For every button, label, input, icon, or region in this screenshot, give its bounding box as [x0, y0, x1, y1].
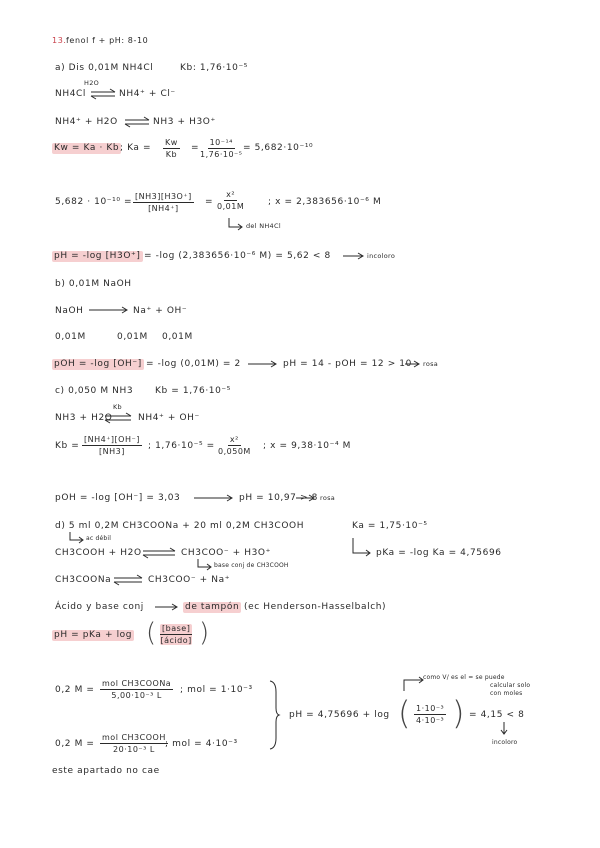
part-b-conclusion: rosa	[423, 360, 439, 368]
part-d-pka: pKa = -log Ka = 4,75696	[376, 548, 502, 558]
part-a-eq1-condition: H2O	[84, 79, 100, 87]
part-d-note-volume-1: como V/ es el = se puede	[423, 674, 505, 681]
part-b-conc-oh: 0,01M	[162, 332, 193, 342]
part-d-hh-fraction	[160, 624, 192, 645]
arrow-right-icon	[155, 603, 179, 611]
fraction-numerator: [NH4⁺][OH⁻]	[84, 435, 140, 444]
fraction-numerator: mol CH3COONa	[102, 679, 172, 688]
part-c-eq-right: NH4⁺ + OH⁻	[138, 413, 200, 423]
part-a-eq2-right: NH3 + H3O⁺	[153, 117, 216, 127]
problem-topic: fenol f + pH: 8-10	[66, 36, 149, 45]
part-a-calc-fraction-1	[133, 192, 194, 213]
problem-number: 13.	[52, 36, 67, 45]
part-a-ka-fraction-2	[200, 138, 242, 159]
brace-right-icon	[268, 680, 280, 750]
part-d-buffer-pre: Ácido y base conj	[55, 602, 144, 612]
fraction-numerator: Kw	[165, 138, 178, 147]
equilibrium-arrow-icon	[114, 575, 144, 585]
fraction-denominator: 0,01M	[217, 202, 245, 211]
part-d-hh-lhs: pH = pKa + log	[54, 630, 133, 640]
equals-sign: =	[205, 197, 214, 207]
part-d-ka: Ka = 1,75·10⁻⁵	[352, 521, 428, 531]
fraction-numerator: x²	[229, 435, 239, 444]
fraction-denominator: [NH3]	[99, 447, 125, 456]
paren-right-icon: )	[452, 694, 466, 732]
part-d-m2-lhs: 0,2 M =	[55, 739, 95, 749]
part-a-ka-prefix: ; Ka =	[120, 143, 152, 153]
fraction-denominator: 0,050M	[218, 447, 251, 456]
part-d-final-rhs: = 4,15 < 8	[469, 710, 525, 720]
part-a-kb: Kb: 1,76·10⁻⁵	[180, 63, 249, 73]
part-a-ka-fraction-1	[163, 138, 180, 159]
part-b-poh-formula: pOH = -log [OH⁻]	[54, 359, 142, 369]
arrow-right-icon	[405, 360, 421, 368]
part-d-eq2-right: CH3COO⁻ + Na⁺	[148, 575, 231, 585]
fraction-numerator: 10⁻¹⁴	[209, 138, 233, 147]
paren-left-icon: (	[146, 618, 157, 648]
part-c-eq-left: NH3 + H2O	[55, 413, 113, 423]
part-c-kb: Kb = 1,76·10⁻⁵	[155, 386, 231, 396]
part-a-calc-note: del NH4Cl	[246, 222, 281, 230]
part-c-conclusion: rosa	[320, 494, 336, 502]
part-b-poh-calc: = -log (0,01M) = 2	[146, 359, 241, 369]
part-c-ph: pH = 10,97 > 8	[239, 493, 318, 503]
part-b-eq-right: Na⁺ + OH⁻	[133, 306, 188, 316]
part-a-kw-relation: Kw = Ka · Kb	[54, 143, 120, 153]
hook-arrow-icon	[69, 532, 85, 543]
part-d-m1-rhs: ; mol = 1·10⁻³	[180, 685, 253, 695]
part-c-poh: pOH = -log [OH⁻] = 3,03	[55, 493, 181, 503]
part-a-ka-result: = 5,682·10⁻¹⁰	[243, 143, 314, 153]
equilibrium-arrow-icon	[125, 117, 151, 127]
arrow-right-icon	[194, 494, 234, 502]
part-c-fraction-2	[218, 435, 251, 456]
arrow-right-icon	[343, 252, 365, 260]
fraction-numerator: 1·10⁻³	[416, 704, 445, 713]
part-d-m2-rhs: ; mol = 4·10⁻³	[165, 739, 238, 749]
part-b-eq-left: NaOH	[55, 306, 84, 316]
part-a-calc-fraction-2	[217, 190, 244, 211]
part-c-result: ; x = 9,38·10⁻⁴ M	[263, 441, 352, 451]
part-c-label: c) 0,050 M NH3	[55, 386, 134, 396]
part-c-fraction-1	[82, 435, 142, 456]
part-b-label: b) 0,01M NaOH	[55, 279, 132, 289]
part-a-calc-result: ; x = 2,383656·10⁻⁶ M	[268, 197, 382, 207]
fraction-denominator: Kb	[165, 150, 178, 159]
part-a-ph-conclusion: incoloro	[367, 252, 396, 260]
hook-arrow-icon	[352, 538, 372, 556]
equilibrium-arrow-icon	[91, 89, 117, 99]
part-d-eq2-left: CH3COONa	[55, 575, 112, 585]
fraction-numerator: [NH3][H3O⁺]	[135, 192, 192, 201]
part-a-ph-formula: pH = -log [H3O⁺]	[54, 251, 141, 261]
part-d-m1-lhs: 0,2 M =	[55, 685, 95, 695]
fraction-denominator: 5,00·10⁻³ L	[111, 691, 162, 700]
part-d-note-base: base conj de CH3COOH	[214, 562, 289, 569]
part-d-final-lhs: pH = 4,75696 + log	[289, 710, 390, 720]
fraction-denominator: 1,76·10⁻⁵	[200, 150, 243, 159]
part-a-eq1-left: NH4Cl	[55, 89, 87, 99]
part-c-kb-lhs: Kb =	[55, 441, 80, 451]
fraction-denominator: 4·10⁻³	[416, 716, 445, 725]
part-d-final-fraction	[414, 704, 446, 725]
part-b-conc-naoh: 0,01M	[55, 332, 86, 342]
part-a-ph-calc: = -log (2,383656·10⁻⁶ M) = 5,62 < 8	[144, 251, 331, 261]
paren-left-icon: (	[398, 694, 412, 732]
fraction-denominator: [NH4⁺]	[148, 204, 179, 213]
part-d-buffer-post: (ec Henderson-Hasselbalch)	[244, 602, 387, 612]
part-d-final-conclusion: incoloro	[492, 739, 518, 746]
fraction-denominator: [ácido]	[160, 636, 192, 645]
part-a-eq2-left: NH4⁺ + H2O	[55, 117, 118, 127]
fraction-denominator: 20·10⁻³ L	[113, 745, 155, 754]
part-d-eq1-left: CH3COOH + H2O	[55, 548, 142, 558]
part-d-m1-fraction	[100, 679, 173, 700]
part-d-label: d) 5 ml 0,2M CH3COONa + 20 ml 0,2M CH3COOH	[55, 521, 305, 531]
part-b-conc-na: 0,01M	[117, 332, 148, 342]
fraction-numerator: mol CH3COOH	[102, 733, 166, 742]
part-a-eq1-right: NH4⁺ + Cl⁻	[119, 89, 176, 99]
part-d-m2-fraction	[100, 733, 168, 754]
part-b-ph-result: pH = 14 - pOH = 12 > 10	[283, 359, 412, 369]
arrow-down-icon	[500, 722, 508, 736]
part-d-buffer-highlight: de tampón	[185, 602, 240, 612]
equals-sign: =	[191, 143, 200, 153]
equilibrium-arrow-icon	[143, 548, 177, 558]
paren-right-icon: )	[199, 618, 210, 648]
part-d-note-acid: ac débil	[86, 535, 112, 542]
hook-arrow-icon	[228, 218, 244, 230]
equilibrium-arrow-icon	[105, 413, 133, 423]
arrow-right-icon	[296, 494, 316, 502]
part-d-note-volume-3: con moles	[490, 690, 523, 697]
arrow-right-icon	[248, 360, 278, 368]
part-d-eq1-right: CH3COO⁻ + H3O⁺	[181, 548, 271, 558]
part-c-mid: ; 1,76·10⁻⁵ =	[148, 441, 215, 451]
part-d-note-volume-2: calcular solo	[490, 682, 531, 689]
part-a-label: a) Dis 0,01M NH4Cl	[55, 63, 154, 73]
fraction-numerator: x²	[226, 190, 236, 199]
part-a-calc-left: 5,682 · 10⁻¹⁰ =	[55, 197, 133, 207]
arrow-right-icon	[89, 306, 129, 314]
part-d-footer-note: este apartado no cae	[52, 766, 160, 776]
hook-arrow-icon	[197, 559, 213, 570]
fraction-numerator: [base]	[162, 624, 191, 633]
part-c-eq-condition: Kb	[113, 403, 122, 411]
